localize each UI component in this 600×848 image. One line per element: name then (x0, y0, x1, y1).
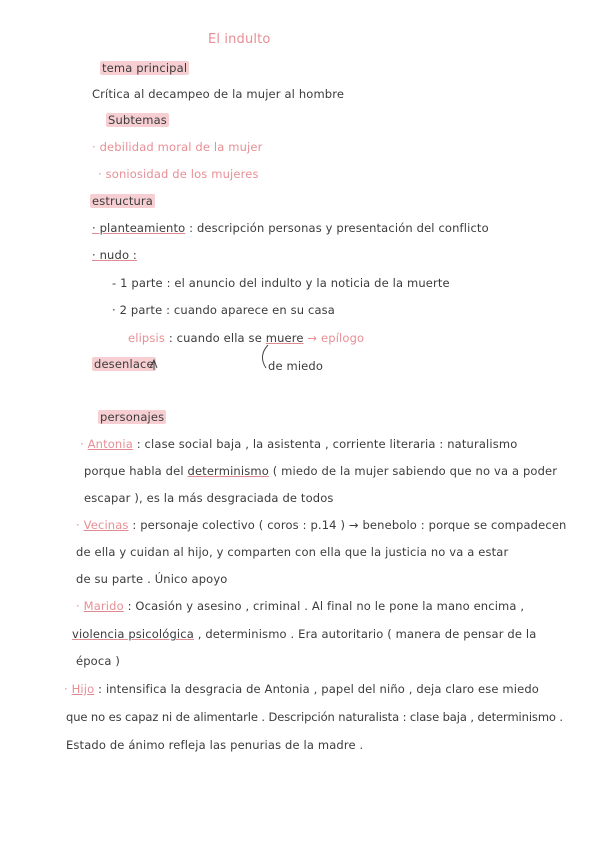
antonia-line-2: porque habla del determinismo ( miedo de la mujer sabiendo que no va a poder (84, 464, 558, 478)
planteamiento-text: : descripción personas y presentación del conflicto (189, 221, 489, 235)
hijo-line-2: que no es capaz ni de alimentarle . Descripción naturalista : clase baja , determinismo . (66, 710, 563, 724)
hijo-line-3: Estado de ánimo refleja las penurias de la madre . (66, 738, 364, 752)
desenlace-label: desenlace (94, 357, 154, 371)
elipsis-text: : cuando ella se (168, 331, 262, 345)
vecinas-line-2: de ella y cuidan al hijo, y comparten con ella que la justicia no va a estar (76, 545, 509, 559)
vecinas-line-1: · Vecinas : personaje colectivo ( coros : p.14 ) → benebolo : porque se compadecen (76, 518, 567, 532)
tema-principal-text: Crítica al decampeo de la mujer al hombre (92, 87, 345, 101)
document-title: El indulto (208, 32, 271, 47)
nudo-parte-1: - 1 parte : el anuncio del indulto y la noticia de la muerte (112, 276, 450, 290)
estructura-heading: estructura (92, 194, 153, 208)
antonia-line-1: · Antonia : clase social baja , la asistenta , corriente literaria : naturalismo (80, 437, 518, 451)
elipsis-word: muere (265, 331, 304, 345)
vecinas-name: Vecinas (83, 518, 129, 532)
subtemas-heading: Subtemas (108, 113, 167, 127)
antonia-line-3: escapar ), es la más desgraciada de todos (84, 491, 334, 505)
hijo-name: Hijo (71, 682, 95, 696)
marido-line-1: · Marido : Ocasión y asesino , criminal . Al final no le pone la mano encima , (76, 599, 525, 613)
violencia-psicologica: violencia psicológica (72, 627, 194, 641)
marido-name: Marido (83, 599, 124, 613)
hijo-line-1: · Hijo : intensifica la desgracia de Antonia , papel del niño , deja claro ese miedo (64, 682, 539, 696)
antonia-name: Antonia (87, 437, 133, 451)
marido-line-3: época ) (76, 654, 120, 668)
marido-line-2: violencia psicológica , determinismo . Era autoritario ( manera de pensar de la (72, 627, 537, 641)
subtema-item-2: · soniosidad de los mujeres (98, 167, 259, 181)
vecinas-line-3: de su parte . Único apoyo (76, 572, 228, 586)
planteamiento-label: · planteamiento (92, 221, 186, 235)
nudo-label: · nudo : (92, 248, 137, 262)
elipsis-label: elipsis (128, 331, 165, 345)
de-miedo-text: de miedo (268, 359, 324, 373)
nudo-parte-2: · 2 parte : cuando aparece en su casa (112, 303, 335, 317)
determinismo-word: determinismo (187, 464, 269, 478)
personajes-heading: personajes (100, 410, 165, 424)
epilogo-text: → epílogo (307, 331, 365, 345)
tema-principal-heading: tema principal (102, 61, 188, 75)
planteamiento-line (92, 221, 489, 235)
subtema-item-1: · debilidad moral de la mujer (92, 140, 263, 154)
elipsis-line (128, 331, 364, 345)
